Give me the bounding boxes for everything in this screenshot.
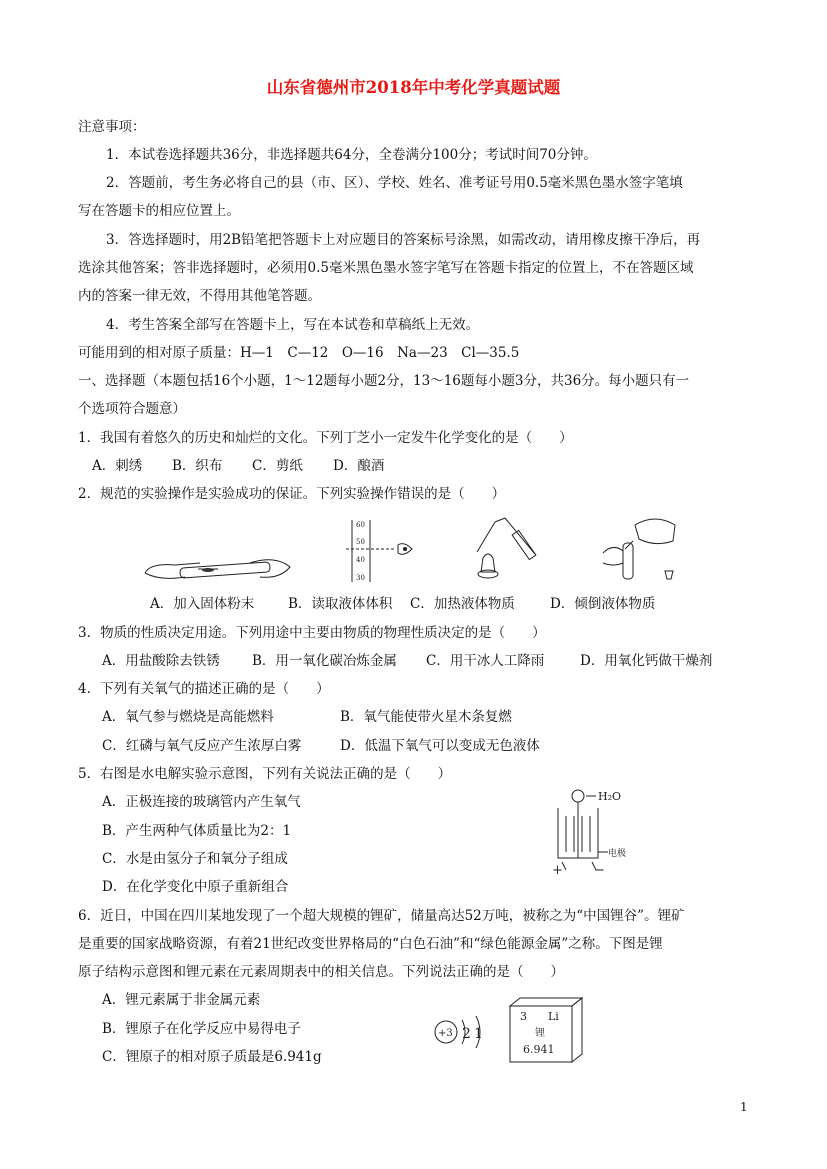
negative-pole: −	[594, 863, 605, 878]
q1-option-d: D．酿酒	[333, 458, 385, 474]
q3-option-a: A．用盐酸除去铁锈	[102, 653, 220, 669]
q4-option-c: C．红磷与氧气反应产生浓厚白雾	[102, 738, 302, 754]
q5-option-d: D．在化学变化中原子重新组合	[102, 879, 289, 895]
heat-liquid-illustration	[465, 512, 545, 584]
notice-item: 内的答案一律无效，不得用其他笔答题。	[78, 288, 321, 304]
add-solid-powder-illustration	[140, 545, 300, 590]
notice-item: 1．本试卷选择题共36分，非选择题共64分，全卷满分100分；考试时间70分钟。	[106, 147, 597, 163]
cylinder-tick: 50	[356, 538, 365, 546]
question-6-stem: 是重要的国家战略资源，有着21世纪改变世界格局的“白色石油”和“绿色能源金属”之称。下图是锂	[78, 936, 663, 952]
atomic-number: 3	[520, 1010, 527, 1023]
notice-item: 2．答题前，考生务必将自己的县（市、区）、学校、姓名、准考证号用0.5毫米黑色墨水签字笔填	[106, 175, 683, 191]
q2-option-a: A．加入固体粉末	[150, 596, 255, 612]
atomic-mass: 6.941	[523, 1043, 555, 1056]
lithium-atom-structure-diagram	[432, 1012, 492, 1052]
cylinder-tick: 30	[356, 574, 365, 582]
q5-option-b: B．产生两种气体质量比为2：1	[102, 823, 292, 839]
question-3-stem: 3．物质的性质决定用途。下列用途中主要由物质的物理性质决定的是（ ）	[78, 625, 546, 641]
element-symbol: Li	[548, 1010, 559, 1023]
q5-option-a: A．正极连接的玻璃管内产生氧气	[102, 794, 301, 810]
q3-option-d: D．用氧化钙做干燥剂	[580, 653, 713, 669]
q2-option-b: B．读取液体体积	[288, 596, 393, 612]
shell-electrons-1: 2	[462, 1026, 471, 1042]
water-electrolysis-diagram	[548, 786, 648, 878]
atomic-masses: 可能用到的相对原子质量：H—1 C—12 O—16 Na—23 Cl—35.5	[78, 345, 520, 361]
q6-option-b: B．锂原子在化学反应中易得电子	[102, 1021, 301, 1037]
notice-item: 3．答选择题时，用2B铅笔把答题卡上对应题目的答案标号涂黑，如需改动，请用橡皮擦干净后，再	[106, 232, 701, 248]
question-5-stem: 5．右图是水电解实验示意图，下列有关说法正确的是（ ）	[78, 766, 452, 782]
q1-option-a: A．刺绣	[92, 458, 143, 474]
question-4-stem: 4．下列有关氧气的描述正确的是（ ）	[78, 681, 330, 697]
electrode-label: 电极	[608, 849, 627, 859]
question-6-stem: 6．近日，中国在四川某地发现了一个超大规模的锂矿，储量高达52万吨，被称之为“中国锂谷”。锂矿	[78, 908, 685, 924]
nucleus-charge: +3	[438, 1028, 453, 1039]
notice-item: 选涂其他答案；答非选择题时，必须用0.5毫米黑色墨水签字笔写在答题卡指定的位置上，不在答题区域	[78, 260, 694, 276]
q6-option-c: C．锂原子的相对原子质最是6.941g	[102, 1049, 322, 1065]
read-liquid-volume-illustration	[340, 518, 420, 584]
element-name: 锂	[535, 1028, 545, 1039]
notice-item: 写在答题卡的相应位置上。	[78, 203, 240, 219]
cylinder-tick: 60	[356, 521, 365, 529]
q2-option-d: D．倾倒液体物质	[550, 596, 656, 612]
notice-item: 4．考生答案全部写在答题卡上，写在本试卷和草稿纸上无效。	[106, 317, 480, 333]
shell-electrons-2: 1	[474, 1026, 483, 1042]
q2-option-c: C．加热液体物质	[410, 596, 515, 612]
q1-option-b: B．织布	[172, 458, 223, 474]
q4-option-b: B．氧气能使带火星木条复燃	[340, 709, 512, 725]
pour-liquid-illustration	[595, 513, 685, 585]
question-6-stem: 原子结构示意图和锂元素在元素周期表中的相关信息。下列说法正确的是（ ）	[78, 964, 564, 980]
q3-option-c: C．用干冰人工降雨	[426, 653, 545, 669]
cylinder-tick: 40	[356, 556, 365, 564]
question-1-stem: 1．我国有着悠久的历史和灿烂的文化。下列丁芝小一定发牛化学变化的是（ ）	[78, 430, 573, 446]
q3-option-b: B．用一氧化碳冶炼金属	[252, 653, 397, 669]
h2o-label: H₂O	[598, 790, 622, 803]
q5-option-c: C．水是由氢分子和氧分子组成	[102, 851, 288, 867]
q4-option-a: A．氧气参与燃烧是高能燃料	[102, 709, 274, 725]
section-heading: 个选项符合题意）	[78, 401, 186, 417]
section-heading: 一、选择题（本题包括16个小题，1～12题每小题2分，13～16题每小题3分，共36分。每小题只有一	[78, 373, 690, 389]
q4-option-d: D．低温下氧气可以变成无色液体	[340, 738, 540, 754]
page-number: 1	[740, 1100, 748, 1114]
q1-option-c: C．剪纸	[252, 458, 303, 474]
q6-option-a: A．锂元素属于非金属元素	[102, 992, 261, 1008]
positive-pole: +	[552, 863, 563, 878]
lithium-periodic-table-cell	[508, 996, 588, 1064]
page-title: 山东省德州市2018年中考化学真题试题	[266, 78, 561, 97]
question-2-stem: 2．规范的实验操作是实验成功的保证。下列实验操作错误的是（ ）	[78, 486, 506, 502]
notice-header: 注意事项：	[78, 119, 146, 135]
